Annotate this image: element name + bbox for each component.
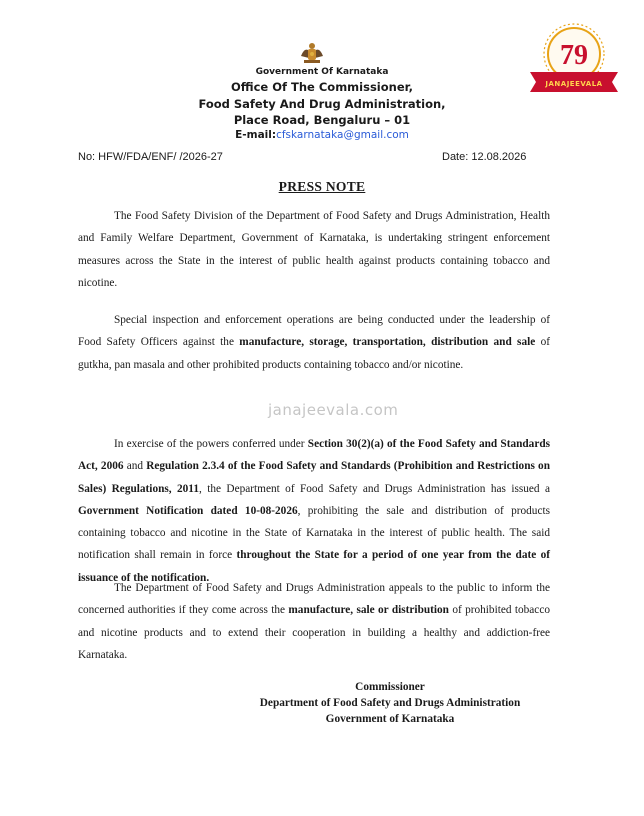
paragraph-3: In exercise of the powers conferred under Section 30(2)(a) of the Food Safety and Standards Act, 2006 and Regulation 2.3.4 of the Food Safety and Standards (Prohibition and Restrictions on Sales) Regulations, 2011, the Department of Food Safety and Drugs Administration has issued a Government Notification dated 10-08-2026, prohibiting the sale and distribution of products containing tobacco and nicotine in the State of Karnataka in the interest of public health. The said notification shall remain in force throughout the State for a period of one year from the date of issuance of the notification. — [78, 438, 551, 584]
header-government: Government Of Karnataka — [255, 67, 389, 77]
paragraph-1: The Food Safety Division of the Department of Food Safety and Drugs Administration, Health and Family Welfare Department, Government of Karnataka, is undertaking stringent enforcement measures across the State in the interest of public health against products containing tobacco and nicotine. — [78, 210, 550, 289]
header-office: Office Of The Commissioner, — [231, 80, 413, 94]
watermark: janajeevala.com — [268, 401, 399, 419]
header-address: Place Road, Bengaluru – 01 — [233, 113, 411, 127]
paragraph-4: The Department of Food Safety and Drugs Administration appeals to the public to inform the concerned authorities if they come across the manufacture, sale or distribution of prohibited tobacco and nicotine products and to extend their cooperation in building a healthy and addiction-free Karnataka. — [78, 582, 550, 661]
email-label: E-mail: — [235, 129, 277, 141]
badge-number: 79 — [560, 40, 588, 71]
email-link[interactable]: cfskarnataka@gmail.com — [276, 129, 409, 141]
reference-number: No: HFW/FDA/ENF/ /2026-27 — [78, 151, 223, 163]
header-email — [0, 129, 644, 141]
signature-designation: Commissioner — [355, 681, 425, 693]
page-title: PRESS NOTE — [278, 179, 366, 194]
badge-ribbon: JANAJEEVALA — [545, 80, 603, 88]
signature-department: Department of Food Safety and Drugs Administration — [259, 697, 521, 709]
header-department: Food Safety And Drug Administration, — [198, 97, 446, 111]
signature-government: Government of Karnataka — [325, 713, 455, 725]
anniversary-badge — [524, 22, 624, 100]
karnataka-emblem-icon — [297, 40, 327, 66]
paragraph-2: Special inspection and enforcement operations are being conducted under the leadership of Food Safety Officers against the manufacture, storage, transportation, distribution and sale of gutkha, pan masala and other prohibited products containing tobacco and/or nicotine. — [78, 314, 550, 371]
document-date: Date: 12.08.2026 — [442, 151, 527, 163]
